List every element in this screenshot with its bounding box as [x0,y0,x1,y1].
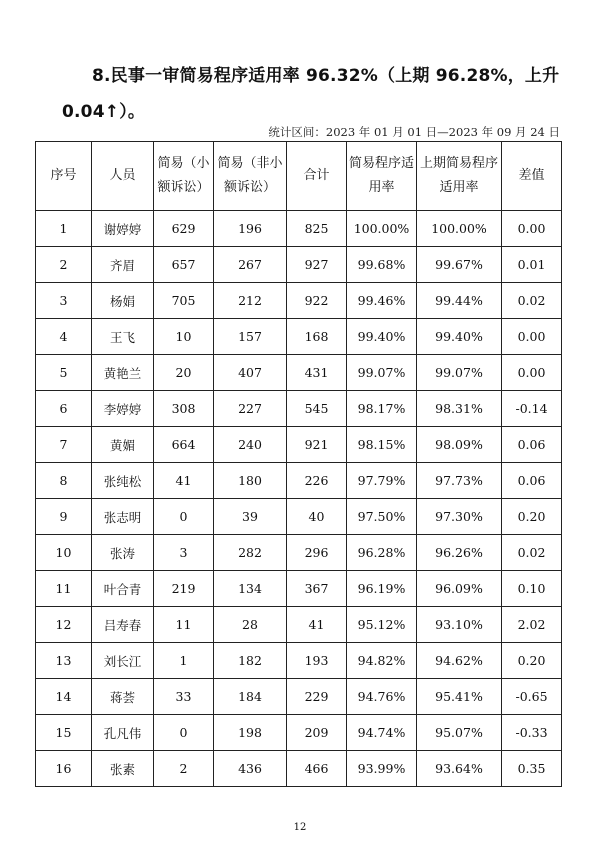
table-row [36,427,562,463]
column-header: 序号 [36,142,92,211]
table-cell: 94.62% [417,643,502,679]
table-cell: 219 [154,571,214,607]
table-cell: 11 [36,571,92,607]
table-cell: 157 [214,319,287,355]
table-cell: 98.15% [347,427,417,463]
table-cell: 99.07% [347,355,417,391]
table-cell: 41 [154,463,214,499]
table-cell: 99.44% [417,283,502,319]
table-cell: 96.09% [417,571,502,607]
table-cell: 蒋荟 [92,679,154,715]
table-cell: 825 [287,211,347,247]
table-cell: 921 [287,427,347,463]
table-cell: 0.20 [502,643,562,679]
column-header: 人员 [92,142,154,211]
table-cell: 0.02 [502,283,562,319]
table-cell: 1 [154,643,214,679]
table-cell: 0.02 [502,535,562,571]
table-cell: 168 [287,319,347,355]
table-row [36,571,562,607]
table-cell: -0.14 [502,391,562,427]
table-cell: 240 [214,427,287,463]
table-cell: 95.12% [347,607,417,643]
table-cell: 0.06 [502,427,562,463]
table-cell: 33 [154,679,214,715]
table-cell: 9 [36,499,92,535]
column-header: 上期简易程序适用率 [417,142,502,211]
table-cell: 12 [36,607,92,643]
column-header: 简易（非小额诉讼） [214,142,287,211]
statistics-range: 统计区间：2023 年 01 月 01 日—2023 年 09 月 24 日 [268,125,560,139]
table-cell: 97.30% [417,499,502,535]
column-header: 简易（小额诉讼） [154,142,214,211]
table-cell: 3 [36,283,92,319]
table-cell: 0.00 [502,319,562,355]
table-cell: 198 [214,715,287,751]
table-cell: 0.35 [502,751,562,787]
column-header: 简易程序适用率 [347,142,417,211]
table-cell: 629 [154,211,214,247]
table-cell: 545 [287,391,347,427]
table-cell: 2.02 [502,607,562,643]
table-cell: 196 [214,211,287,247]
table-cell: 6 [36,391,92,427]
table-cell: 308 [154,391,214,427]
table-row [36,463,562,499]
table-cell: 93.64% [417,751,502,787]
table-row [36,283,562,319]
column-header: 合计 [287,142,347,211]
table-row [36,355,562,391]
table-cell: 吕寿春 [92,607,154,643]
table-cell: 99.67% [417,247,502,283]
table-cell: 谢婷婷 [92,211,154,247]
table-cell: 10 [154,319,214,355]
table-row [36,535,562,571]
table-cell: 王飞 [92,319,154,355]
table-cell: 99.40% [417,319,502,355]
table-cell: 96.19% [347,571,417,607]
table-cell: 黄艳兰 [92,355,154,391]
table-cell: 0.06 [502,463,562,499]
table-cell: 14 [36,679,92,715]
table-cell: 4 [36,319,92,355]
table-row [36,391,562,427]
table-cell: 98.31% [417,391,502,427]
table-cell: 13 [36,643,92,679]
table-cell: 0.10 [502,571,562,607]
table-cell: 134 [214,571,287,607]
table-cell: 267 [214,247,287,283]
table-cell: 180 [214,463,287,499]
table-cell: 41 [287,607,347,643]
table-cell: 98.17% [347,391,417,427]
table-cell: 1 [36,211,92,247]
table-row [36,211,562,247]
table-cell: 466 [287,751,347,787]
table-cell: 407 [214,355,287,391]
table-cell: 杨娟 [92,283,154,319]
table-cell: 209 [287,715,347,751]
table-cell: 94.82% [347,643,417,679]
table-cell: 184 [214,679,287,715]
table-row [36,247,562,283]
table-cell: 99.40% [347,319,417,355]
table-cell: 100.00% [417,211,502,247]
table-cell: 3 [154,535,214,571]
table-cell: 张志明 [92,499,154,535]
table-cell: 227 [214,391,287,427]
table-cell: 0.20 [502,499,562,535]
table-cell: 40 [287,499,347,535]
table-cell: 10 [36,535,92,571]
table-cell: 212 [214,283,287,319]
table-cell: 436 [214,751,287,787]
table-cell: 99.46% [347,283,417,319]
table-body [36,211,562,787]
table-cell: 97.73% [417,463,502,499]
table-cell: 28 [214,607,287,643]
table-cell: 16 [36,751,92,787]
table-cell: 98.09% [417,427,502,463]
table-cell: 张纯松 [92,463,154,499]
table-cell: 叶合青 [92,571,154,607]
table-cell: 0 [154,499,214,535]
table-cell: -0.33 [502,715,562,751]
table-row [36,679,562,715]
column-header: 差值 [502,142,562,211]
section-heading: 8.民事一审简易程序适用率 96.32%（上期 96.28%，上升 0.04↑）。 [62,66,560,122]
table-cell: 431 [287,355,347,391]
table-cell: 182 [214,643,287,679]
table-cell: 96.28% [347,535,417,571]
table-cell: 97.79% [347,463,417,499]
table-cell: -0.65 [502,679,562,715]
table-cell: 93.99% [347,751,417,787]
table-cell: 94.76% [347,679,417,715]
table-cell: 李婷婷 [92,391,154,427]
table-cell: 0.00 [502,355,562,391]
table-cell: 99.68% [347,247,417,283]
table-cell: 927 [287,247,347,283]
table-row [36,643,562,679]
table-cell: 齐眉 [92,247,154,283]
table-cell: 282 [214,535,287,571]
table-cell: 664 [154,427,214,463]
table-cell: 0 [154,715,214,751]
table-cell: 张涛 [92,535,154,571]
table-cell: 96.26% [417,535,502,571]
data-table [35,141,562,787]
table-cell: 15 [36,715,92,751]
table-cell: 97.50% [347,499,417,535]
table-cell: 100.00% [347,211,417,247]
table-cell: 95.41% [417,679,502,715]
table-cell: 11 [154,607,214,643]
table-cell: 39 [214,499,287,535]
table-header-row [36,142,562,211]
page-number: 12 [293,822,307,833]
table-cell: 0.01 [502,247,562,283]
table-cell: 2 [36,247,92,283]
table-cell: 95.07% [417,715,502,751]
table-cell: 922 [287,283,347,319]
table-cell: 226 [287,463,347,499]
table-cell: 5 [36,355,92,391]
table-cell: 99.07% [417,355,502,391]
table-cell: 张素 [92,751,154,787]
table-row [36,751,562,787]
table-cell: 193 [287,643,347,679]
table-cell: 93.10% [417,607,502,643]
table-cell: 94.74% [347,715,417,751]
table-row [36,715,562,751]
table-cell: 0.00 [502,211,562,247]
table-cell: 2 [154,751,214,787]
table-cell: 7 [36,427,92,463]
table-row [36,319,562,355]
table-cell: 黄媚 [92,427,154,463]
table-cell: 8 [36,463,92,499]
table-cell: 296 [287,535,347,571]
table-cell: 刘长江 [92,643,154,679]
table-cell: 229 [287,679,347,715]
table-cell: 367 [287,571,347,607]
table-cell: 657 [154,247,214,283]
table-row [36,607,562,643]
table-row [36,499,562,535]
table-cell: 705 [154,283,214,319]
table-cell: 20 [154,355,214,391]
table-cell: 孔凡伟 [92,715,154,751]
